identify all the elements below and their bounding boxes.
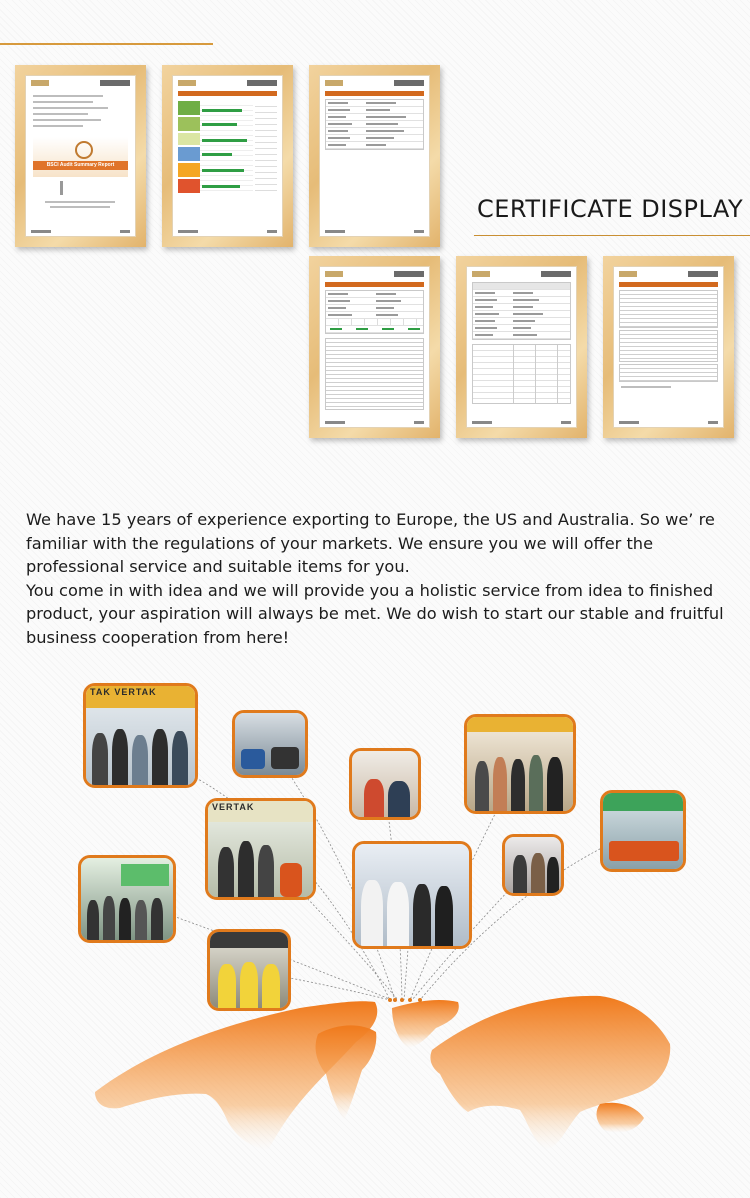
booth-photo-machines xyxy=(232,710,308,778)
certificate-caption: BSCI Audit Summary Report xyxy=(33,161,128,170)
world-map xyxy=(95,996,670,1150)
booth-photo-vertak-hall xyxy=(205,798,316,900)
booth-photo-meeting xyxy=(349,748,421,820)
intro-paragraph-2: You come in with idea and we will provide you a holistic service from idea to finished product, your aspiration will always be met. We do wish to start our stable and fruitful business cooperation from here! xyxy=(26,580,724,647)
booth-photo-customers xyxy=(502,834,564,896)
booth-photo-yellow-shirts xyxy=(207,929,291,1011)
photo-banner-text: TAK VERTAK xyxy=(90,687,157,697)
booth-photo-display xyxy=(78,855,176,943)
booth-photo-showroom xyxy=(600,790,686,872)
booth-photo-guests xyxy=(352,841,472,949)
booth-photo-vertak-team xyxy=(83,683,198,788)
photo-banner-text: VERTAK xyxy=(212,802,255,812)
booth-photo-group-large xyxy=(464,714,576,814)
intro-paragraph-1: We have 15 years of experience exporting to Europe, the US and Australia. So we’ re familiar with the regulations of your markets. We ensure you we will offer the professional service and suitable items for you. xyxy=(26,510,715,577)
certificate-display-title: CERTIFICATE DISPLAY xyxy=(477,195,744,223)
